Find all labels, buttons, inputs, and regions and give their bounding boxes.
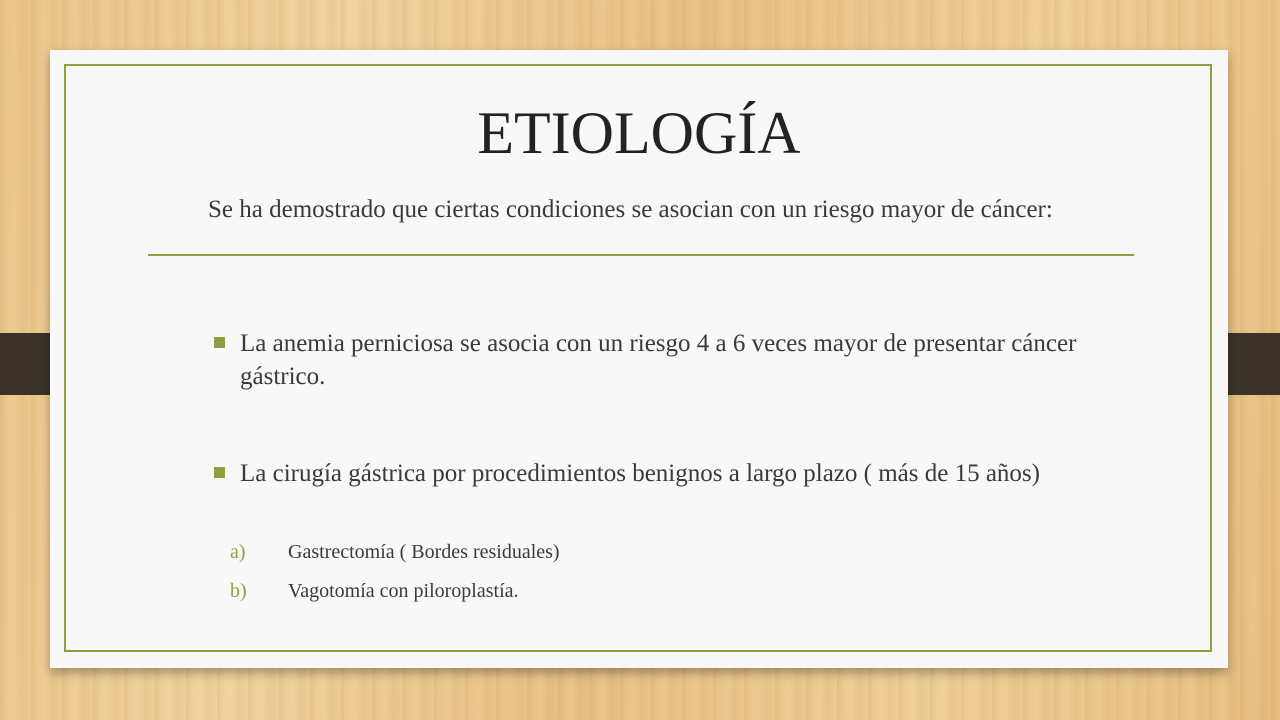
slide-canvas [50,50,1228,668]
title-divider [148,254,1134,256]
sub-list-text: Vagotomía con piloroplastía. [288,580,519,602]
sub-list-label: b) [230,580,247,602]
square-bullet-icon [214,467,225,478]
sub-list-item [230,578,519,604]
sub-list-label: a) [230,541,246,563]
bullet-item [208,327,1148,393]
sub-list-text: Gastrectomía ( Bordes residuales) [288,541,560,563]
intro-paragraph: Se ha demostrado que ciertas condiciones se asocian con un riesgo mayor de cáncer: [208,196,1053,223]
slide-title: ETIOLOGÍA [477,100,801,166]
sub-list-item [230,539,560,565]
bullet-text: La anemia perniciosa se asocia con un riesgo 4 a 6 veces mayor de presentar cáncer gástrico. [240,330,1077,390]
square-bullet-icon [214,337,225,348]
bullet-item [208,457,1148,490]
bullet-text: La cirugía gástrica por procedimientos benignos a largo plazo ( más de 15 años) [240,460,1040,487]
